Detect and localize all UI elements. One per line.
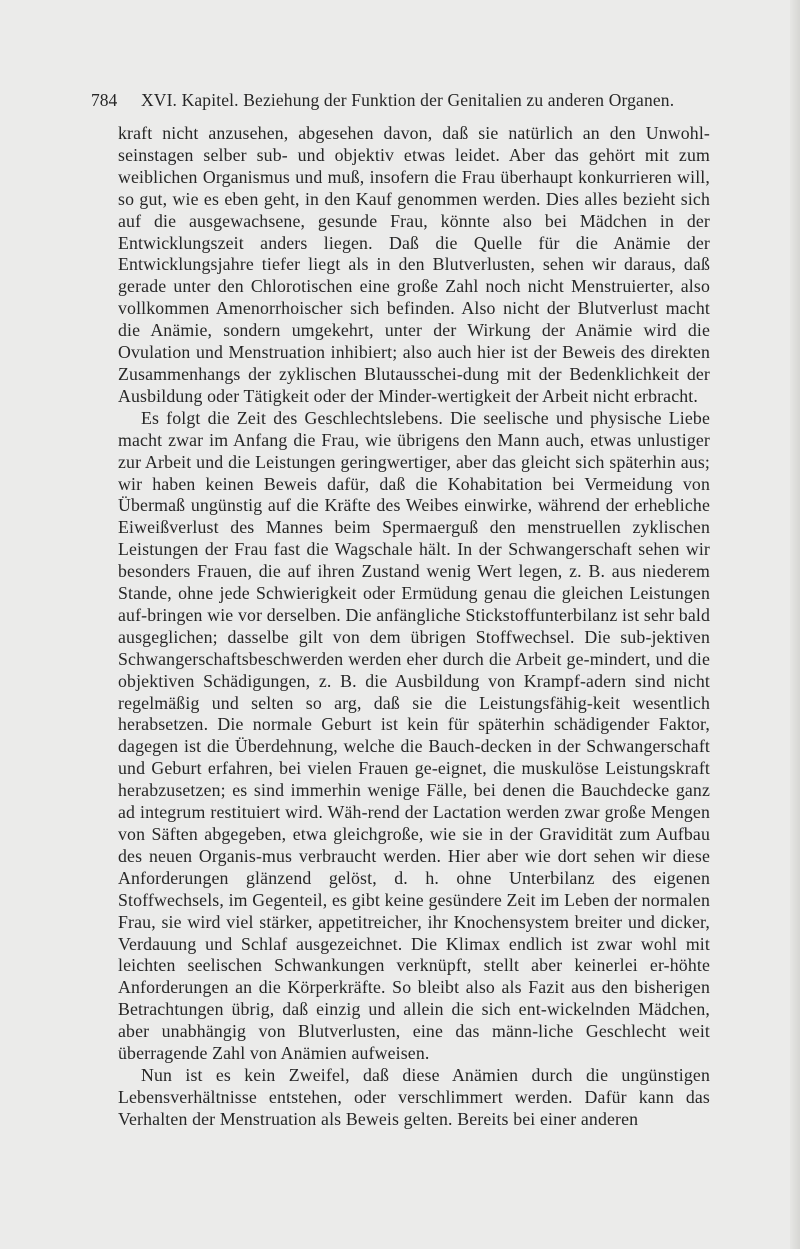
running-head [91,90,703,110]
body-text [118,123,710,1131]
page-number: 784 [91,90,118,110]
paragraph-3: Nun ist es kein Zweifel, daß diese Anämien durch die ungünstigen Lebensverhältnisse entstehen, oder verschlimmert werden. Dafür kann das Verhalten der Menstruation als Beweis gelten. Bereits bei einer anderen [118,1064,710,1129]
running-title: XVI. Kapitel. Beziehung der Funktion der Genitalien zu anderen Organen. [141,90,675,110]
paragraph-2: Es folgt die Zeit des Geschlechtslebens. Die seelische und physische Liebe macht zwar im Anfang die Frau, wie übrigens den Mann auch, etwas unlustiger zur Arbeit und die Leistungen geringwertiger, aber das gleicht sich späterhin aus; wir haben keinen Beweis dafür, daß die Kohabitation bei Vermeidung von Übermaß ungünstig auf die Kräfte des Weibes einwirke, während der erhebliche Eiweißverlust des Mannes beim Spermaerguß den menstruellen zyklischen Leistungen der Frau fast die Wagschale hält. In der Schwangerschaft sehen wir besonders Frauen, die auf ihren Zustand wenig Wert legen, z. B. aus niederem Stande, ohne jede Schwierigkeit oder Ermüdung genau die gleichen Leistungen auf-bringen wie vor derselben. Die anfängliche Stickstoffunterbilanz ist sehr bald ausgeglichen; dasselbe gilt von dem übrigen Stoffwechsel. Die sub-jektiven Schwangerschaftsbeschwerden werden eher durch die Arbeit ge-mindert, und die objektiven Schädigungen, z. B. die Ausbildung von Krampf-adern sind nicht regelmäßig und selten so arg, daß sie die Leistungsfähig-keit wesentlich herabsetzen. Die normale Geburt ist kein für späterhin schädigender Faktor, dagegen ist die Überdehnung, welche die Bauch-decken in der Schwangerschaft und Geburt erfahren, bei vielen Frauen ge-eignet, die muskulöse Leistungskraft herabzusetzen; es sind immerhin wenige Fälle, bei denen die Bauchdecke ganz ad integrum restituiert wird. Wäh-rend der Lactation werden zwar große Mengen von Säften abgegeben, etwa gleichgroße, wie sie in der Gravidität zum Aufbau des neuen Organis-mus verbraucht werden. Hier aber wie dort sehen wir diese Anforderungen glänzend gelöst, d. h. ohne Unterbilanz des eigenen Stoffwechsels, im Gegenteil, es gibt keine gesündere Zeit im Leben der normalen Frau, sie wird viel stärker, appetitreicher, ihr Knochensystem breiter und dicker, Verdauung und Schlaf ausgezeichnet. Die Klimax endlich ist zwar wohl mit leichten seelischen Schwankungen verknüpft, stellt aber keinerlei er-höhte Anforderungen an die Körperkräfte. So bleibt also als Fazit aus den bisherigen Betrachtungen übrig, daß einzig und allein die sich ent-wickelnden Mädchen, aber unabhängig von Blutverlusten, eine das männ-liche Geschlecht weit überragende Zahl von Anämien aufweisen. [118,407,710,1064]
paragraph-1: kraft nicht anzusehen, abgesehen davon, daß sie natürlich an den Unwohl-seinstagen selber sub- und objektiv etwas leidet. Aber das gehört mit zum weiblichen Organismus und muß, insofern die Frau überhaupt konkurrieren will, so gut, wie es eben geht, in den Kauf genommen werden. Dies alles bezieht sich auf die ausgewachsene, gesunde Frau, könnte also bei Mädchen in der Entwicklungszeit anders liegen. Daß die Quelle für die Anämie der Entwicklungsjahre tiefer liegt als in den Blutverlusten, sehen wir daraus, daß gerade unter den Chlorotischen eine große Zahl noch nicht Menstruierter, also vollkommen Amenorrhoischer sich befinden. Also nicht der Blutverlust macht die Anämie, sondern umgekehrt, unter der Wirkung der Anämie wird die Ovulation und Menstruation inhibiert; also auch hier ist der Beweis des direkten Zusammenhangs der zyklischen Blutausschei-dung mit der Bedenklichkeit der Ausbildung oder Tätigkeit oder der Minder-wertigkeit der Arbeit nicht erbracht. [118,123,710,406]
page-edge [790,0,800,1249]
